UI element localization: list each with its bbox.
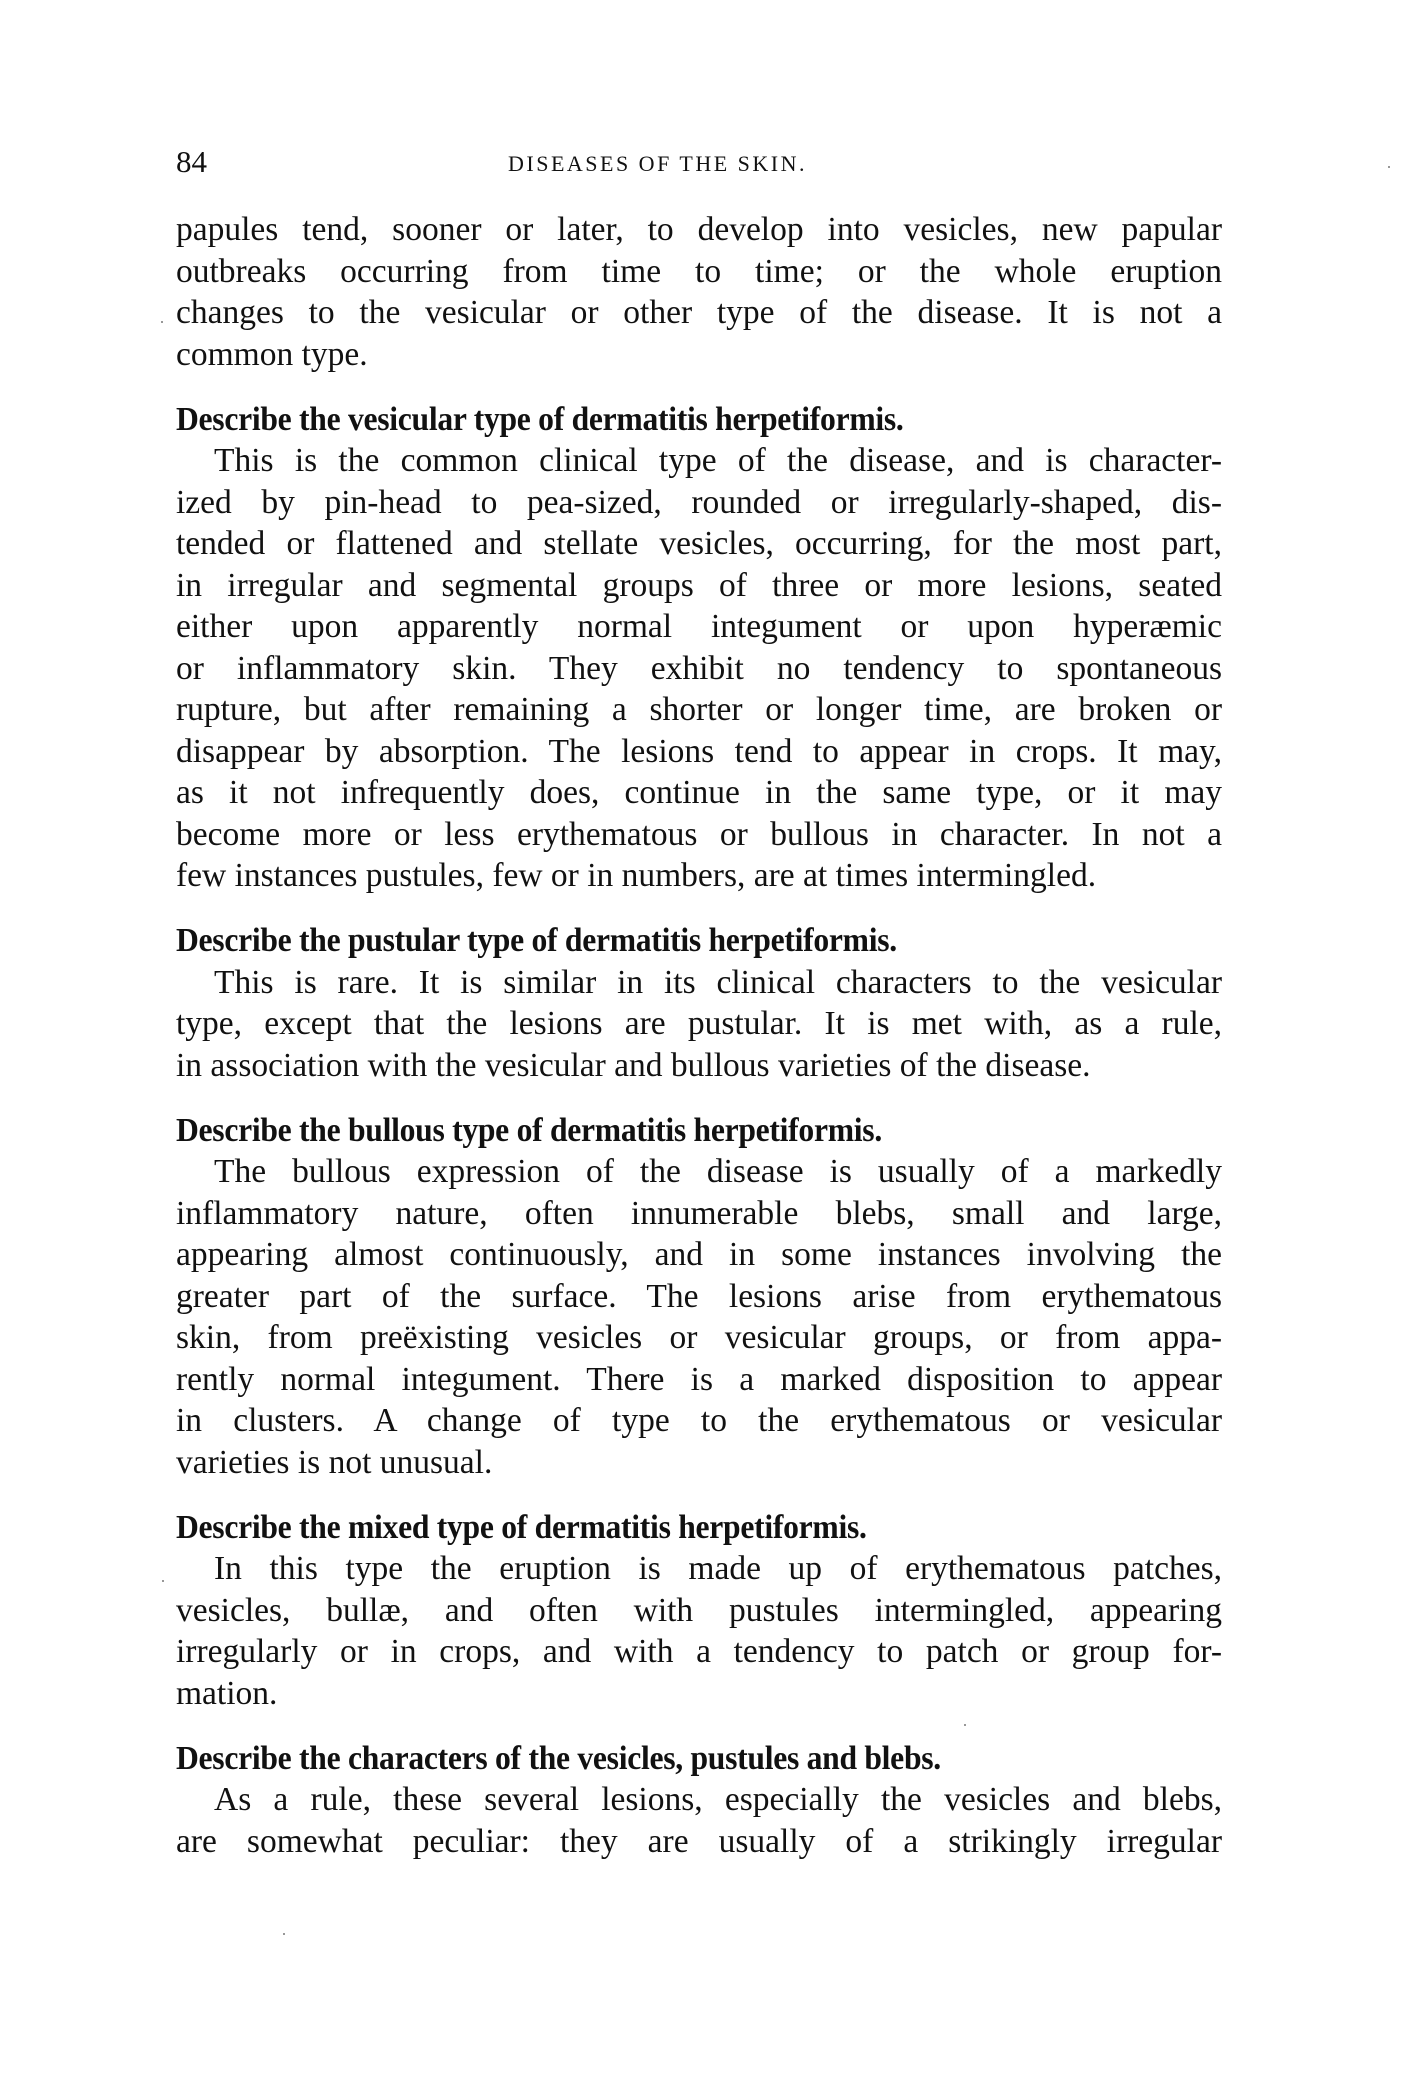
text-line: This is rare. It is similar in its clinical characters to the vesicular [214,963,1222,1001]
scan-speck [161,321,163,323]
answer-paragraph-pustular [176,962,1222,1087]
running-head [176,146,1222,178]
text-line: greater part of the surface. The lesions arise from erythematous [176,1277,1222,1315]
text-line: rently normal integument. There is a marked disposition to appear [176,1360,1222,1398]
text-line: mation. [176,1674,278,1712]
text-line: either upon apparently normal integument or upon hyperæmic [176,608,1222,645]
text-line: or inflammatory skin. They exhibit no tendency to spontaneous [176,649,1222,687]
text-line: papules tend, sooner or later, to develop into vesicles, new papular [176,211,1222,248]
text-line: varieties is not unusual. [176,1443,493,1481]
text-line: vesicles, bullæ, and often with pustules intermingled, appearing [176,1591,1222,1629]
question-heading-vesicular: Describe the vesicular type of dermatitis herpetiformis. [176,400,904,438]
text-line: changes to the vesicular or other type of the disease. It is not a [176,294,1222,331]
scan-speck [283,1933,285,1935]
scan-speck [162,1580,164,1582]
text-line: outbreaks occurring from time to time; or the whole eruption [176,252,1222,290]
question-heading-bullous: Describe the bullous type of dermatitis herpetiformis. [176,1111,882,1149]
text-line: irregularly or in crops, and with a tendency to patch or group for- [176,1633,1222,1670]
page-number: 84 [176,144,207,179]
text-line: type, except that the lesions are pustular. It is met with, as a rule, [176,1005,1222,1042]
scan-speck [1388,166,1390,168]
text-line: in irregular and segmental groups of three or more lesions, seated [176,566,1222,604]
text-line: The bullous expression of the disease is usually of a markedly [214,1153,1222,1190]
question-heading-pustular: Describe the pustular type of dermatitis herpetiformis. [176,922,897,959]
question-heading-characters: Describe the characters of the vesicles, pustules and blebs. [176,1739,941,1777]
scan-speck [964,1724,966,1726]
text-line: few instances pustules, few or in numbers, are at times intermingled. [176,857,1097,894]
text-line: in association with the vesicular and bullous varieties of the disease. [176,1046,1091,1084]
text-line: rupture, but after remaining a shorter or longer time, are broken or [176,691,1222,728]
text-line: skin, from preëxisting vesicles or vesicular groups, or from appa- [176,1319,1222,1356]
text-line: inflammatory nature, often innumerable blebs, small and large, [176,1194,1222,1232]
text-line: As a rule, these several lesions, especially the vesicles and blebs, [214,1781,1222,1818]
text-line: This is the common clinical type of the disease, and is character- [214,442,1222,479]
answer-paragraph-characters [176,1779,1222,1862]
text-line: are somewhat peculiar: they are usually of a strikingly irregular [176,1822,1222,1860]
text-line: ized by pin-head to pea-sized, rounded or irregularly-shaped, dis- [176,483,1222,521]
text-line: In this type the eruption is made up of erythematous patches, [214,1550,1222,1587]
text-line: in clusters. A change of type to the erythematous or vesicular [176,1402,1222,1439]
answer-paragraph-vesicular [176,440,1222,897]
text-line: appearing almost continuously, and in some instances involving the [176,1236,1222,1273]
text-line: become more or less erythematous or bullous in character. In not a [176,815,1222,853]
text-line: disappear by absorption. The lesions tend to appear in crops. It may, [176,732,1222,770]
text-line: common type. [176,335,368,373]
answer-paragraph-bullous [176,1151,1222,1483]
running-title: DISEASES OF THE SKIN. [508,151,808,176]
question-heading-mixed: Describe the mixed type of dermatitis herpetiformis. [176,1508,867,1546]
paragraph-continuation [176,209,1222,375]
answer-paragraph-mixed [176,1548,1222,1714]
body-text [176,209,1222,1862]
text-line: as it not infrequently does, continue in the same type, or it may [176,774,1222,811]
text-line: tended or flattened and stellate vesicles, occurring, for the most part, [176,525,1222,562]
